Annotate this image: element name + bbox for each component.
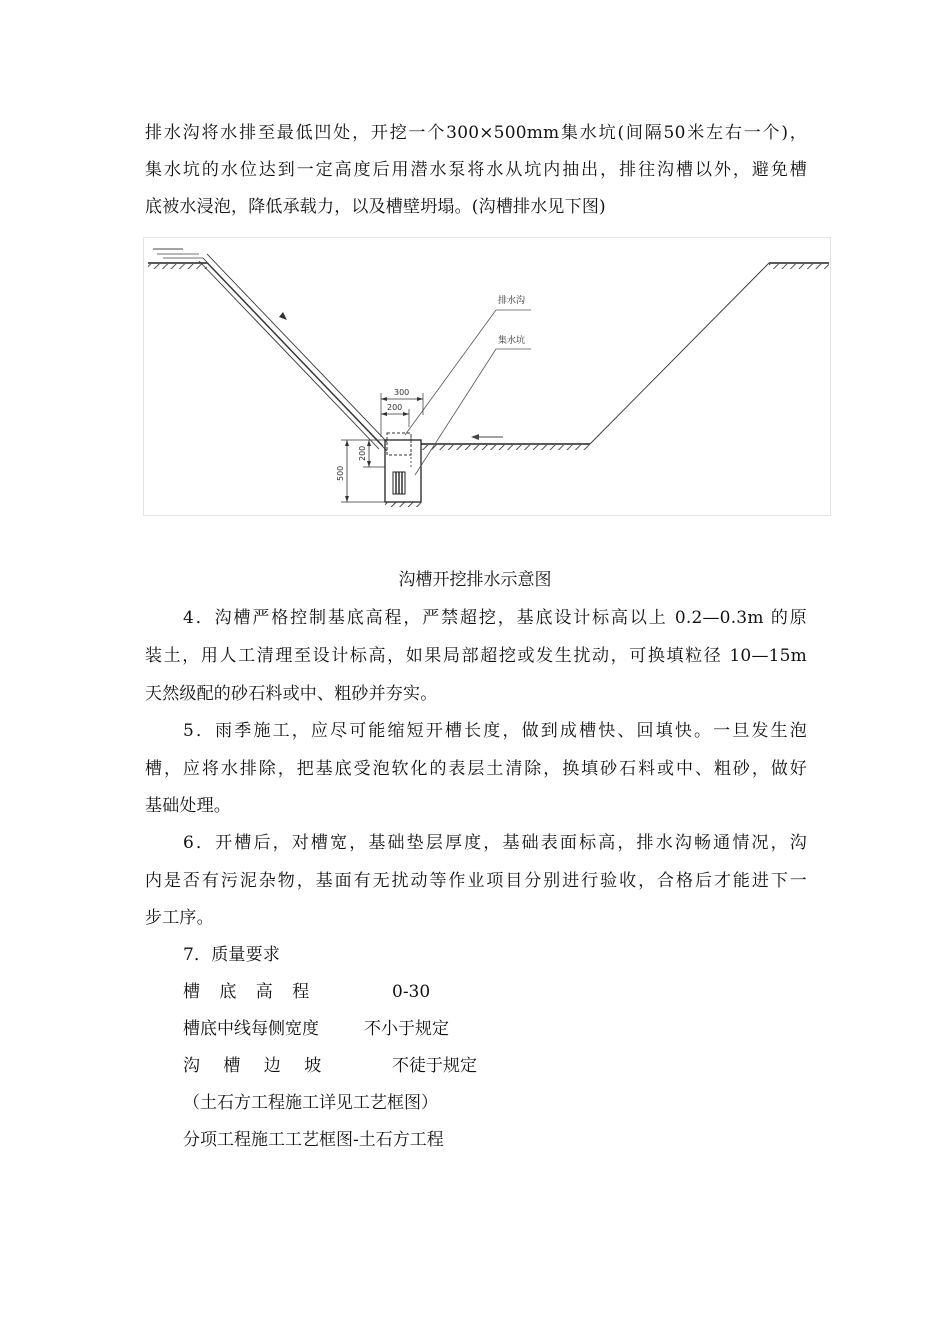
dim-300-label: 300	[394, 388, 410, 397]
item5-line-1: 5．雨季施工，应尽可能缩短开槽长度，做到成槽快、回填快。一旦发生泡	[183, 721, 807, 741]
sump-pit	[385, 437, 421, 507]
label-sump-pit: 集水坑	[498, 336, 526, 346]
right-slope	[590, 263, 769, 444]
item4-line-3: 天然级配的砂石料或中、粗砂并夯实。	[145, 684, 438, 704]
quality-row-2-value: 不小于规定	[364, 1019, 449, 1039]
quality-note: （土石方工程施工详见工艺框图）	[183, 1093, 438, 1113]
quality-row-3-name: 沟 槽 边 坡	[183, 1056, 322, 1076]
intro-line-1: 排水沟将水排至最低凹处，开挖一个300×500mm集水坑(间隔50米左右一个)，	[145, 123, 807, 143]
item6-line-3: 步工序。	[145, 908, 214, 928]
quality-row-2-name: 槽底中线每侧宽度	[183, 1019, 319, 1039]
item4-line-1: 4．沟槽严格控制基底高程，严禁超挖，基底设计标高以上 0.2—0.3m 的原	[183, 608, 807, 628]
quality-row-1-value: 0-30	[392, 982, 431, 1002]
dimension-300	[381, 393, 423, 437]
item7-heading: 7．质量要求	[183, 945, 281, 965]
leader-lines	[405, 310, 531, 475]
right-ground-surface	[769, 263, 829, 269]
intro-line-2: 集水坑的水位达到一定高度后用潜水泵将水从坑内抽出，排往沟槽以外，避免槽	[145, 160, 807, 180]
item6-line-2: 内是否有污泥杂物，基面有无扰动等作业项目分别进行验收，合格后才能进下一	[145, 871, 807, 891]
quality-row-3-value: 不徒于规定	[392, 1056, 477, 1076]
dim-200-side-label: 200	[358, 445, 367, 461]
drainage-ditch	[387, 433, 411, 455]
dim-200-top-label: 200	[387, 403, 403, 412]
item6-line-1: 6．开槽后，对槽宽，基础垫层厚度，基础表面标高，排水沟畅通情况，沟	[183, 833, 807, 853]
quality-row-1-name: 槽 底 高 程	[183, 982, 310, 1002]
trench-bottom	[421, 434, 590, 450]
item4-line-2: 装土，用人工清理至设计标高，如果局部超挖或发生扰动，可换填粒径 10—15m	[145, 646, 807, 666]
left-slope	[199, 254, 387, 451]
label-drainage-ditch: 排水沟	[498, 296, 526, 306]
process-footer: 分项工程施工工艺框图-土石方工程	[183, 1130, 444, 1150]
intro-line-3: 底被水浸泡，降低承载力，以及槽壁坍塌。(沟槽排水见下图)	[145, 197, 606, 217]
item5-line-3: 基础处理。	[145, 796, 231, 816]
left-ground-surface	[148, 249, 207, 269]
item5-line-2: 槽，应将水排除，把基底受泡软化的表层土清除，换填砂石料或中、粗砂，做好	[145, 759, 807, 779]
trench-drainage-diagram	[143, 237, 831, 516]
figure-caption: 沟槽开挖排水示意图	[398, 570, 552, 590]
dim-500-label: 500	[336, 465, 345, 481]
